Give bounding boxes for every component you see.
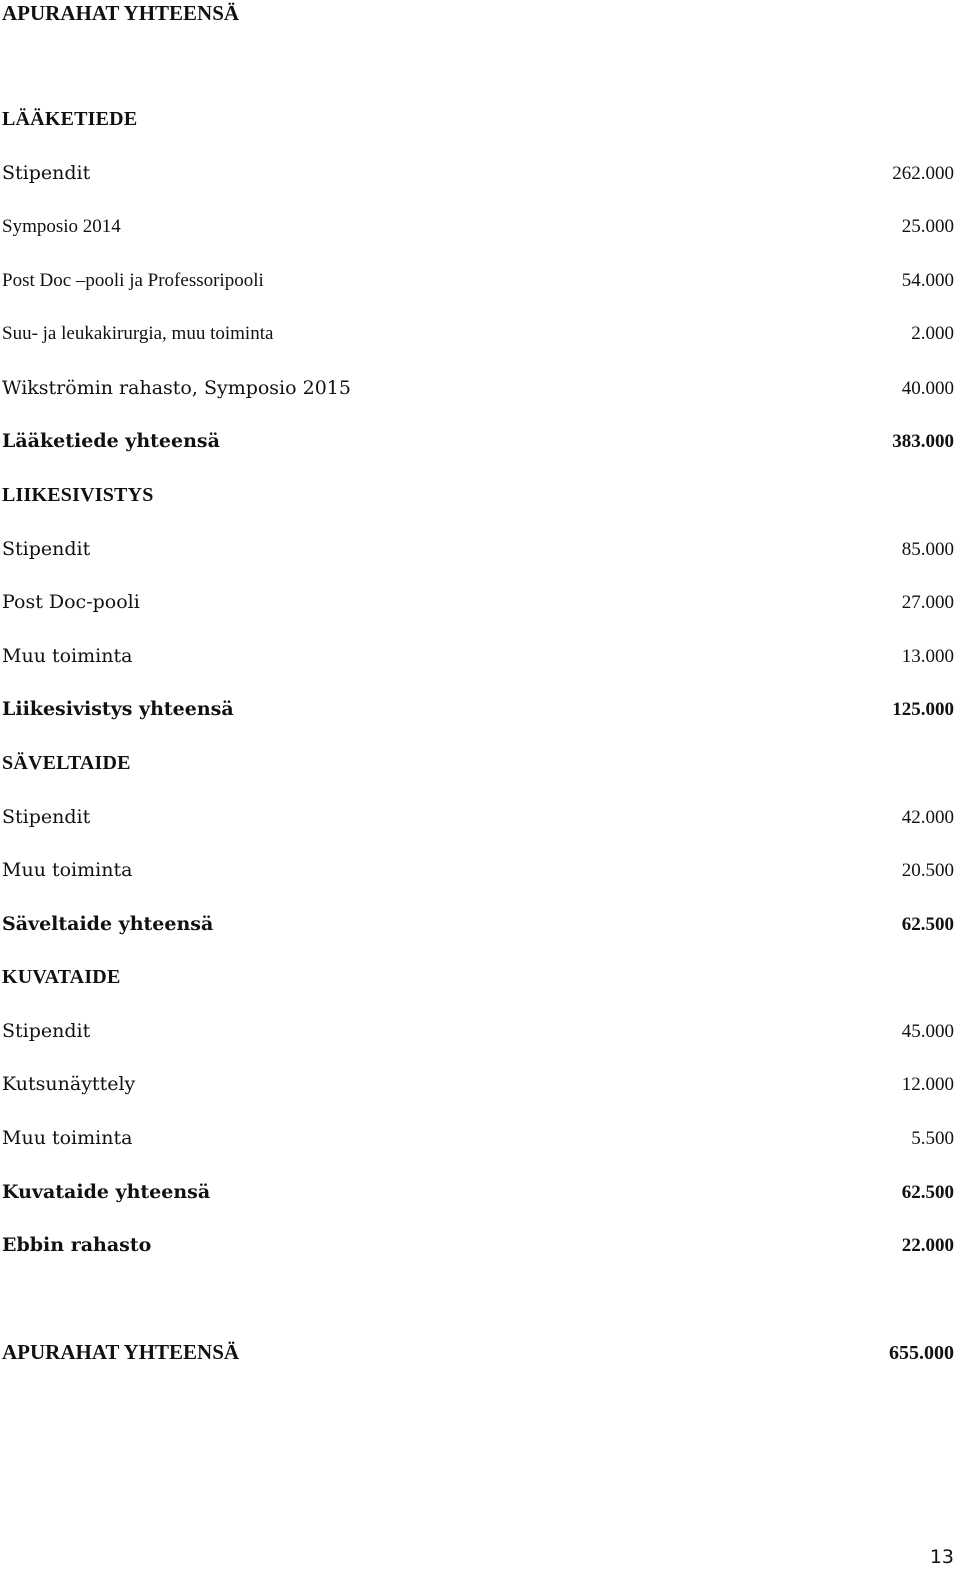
table-row xyxy=(2,1018,954,1044)
row-label: Stipendit xyxy=(2,806,91,828)
row-label: Stipendit xyxy=(2,1020,91,1042)
total-value: 62.500 xyxy=(901,914,954,935)
ebbin-label: Ebbin rahasto xyxy=(2,1234,152,1256)
row-value: 13.000 xyxy=(901,646,954,667)
table-row xyxy=(2,321,954,347)
table-row xyxy=(2,589,954,615)
table-row xyxy=(2,536,954,562)
grand-total-value: 655.000 xyxy=(889,1342,954,1364)
row-value: 5.500 xyxy=(911,1128,954,1149)
grand-total-row xyxy=(2,1339,954,1365)
total-label: Kuvataide yhteensä xyxy=(2,1181,211,1203)
row-label: Stipendit xyxy=(2,538,91,560)
section-heading-kuvataide: KUVATAIDE xyxy=(2,966,121,988)
table-row xyxy=(2,268,954,294)
page-title: APURAHAT YHTEENSÄ xyxy=(2,1,240,25)
row-label: Muu toiminta xyxy=(2,1127,133,1149)
section-heading-saveltaide: SÄVELTAIDE xyxy=(2,752,131,774)
row-label: Suu- ja leukakirurgia, muu toiminta xyxy=(2,323,274,344)
table-row xyxy=(2,160,954,186)
section-total-row xyxy=(2,428,954,454)
grand-total-label: APURAHAT YHTEENSÄ xyxy=(2,1340,240,1364)
table-row xyxy=(2,1071,954,1097)
row-label: Muu toiminta xyxy=(2,859,133,881)
row-value: 12.000 xyxy=(901,1074,954,1095)
row-label: Stipendit xyxy=(2,162,91,184)
total-label: Säveltaide yhteensä xyxy=(2,913,214,935)
section-total-row xyxy=(2,1179,954,1205)
total-label: Lääketiede yhteensä xyxy=(2,430,220,452)
table-row xyxy=(2,804,954,830)
row-label: Symposio 2014 xyxy=(2,216,121,237)
page-number: 13 xyxy=(929,1546,954,1568)
total-value: 383.000 xyxy=(892,431,954,452)
row-label: Post Doc –pooli ja Professoripooli xyxy=(2,270,264,291)
total-label: Liikesivistys yhteensä xyxy=(2,698,234,720)
row-value: 27.000 xyxy=(901,592,954,613)
row-value: 42.000 xyxy=(901,807,954,828)
row-value: 54.000 xyxy=(901,270,954,291)
ebbin-value: 22.000 xyxy=(901,1235,954,1256)
section-total-row xyxy=(2,911,954,937)
row-value: 45.000 xyxy=(901,1021,954,1042)
row-value: 25.000 xyxy=(901,216,954,237)
section-heading-laaketiede: LÄÄKETIEDE xyxy=(2,108,138,130)
table-row xyxy=(2,857,954,883)
ebbin-rahasto-row xyxy=(2,1232,954,1258)
row-value: 2.000 xyxy=(911,323,954,344)
total-value: 125.000 xyxy=(892,699,954,720)
table-row xyxy=(2,375,954,401)
table-row xyxy=(2,643,954,669)
row-value: 262.000 xyxy=(892,163,954,184)
row-value: 20.500 xyxy=(901,860,954,881)
row-value: 40.000 xyxy=(901,378,954,399)
section-heading-liikesivistys: LIIKESIVISTYS xyxy=(2,484,154,506)
row-label: Post Doc-pooli xyxy=(2,591,140,613)
row-value: 85.000 xyxy=(901,539,954,560)
table-row xyxy=(2,214,954,240)
table-row xyxy=(2,1125,954,1151)
section-total-row xyxy=(2,696,954,722)
total-value: 62.500 xyxy=(901,1182,954,1203)
row-label: Kutsunäyttely xyxy=(2,1073,136,1095)
row-label: Wikströmin rahasto, Symposio 2015 xyxy=(2,377,351,399)
row-label: Muu toiminta xyxy=(2,645,133,667)
